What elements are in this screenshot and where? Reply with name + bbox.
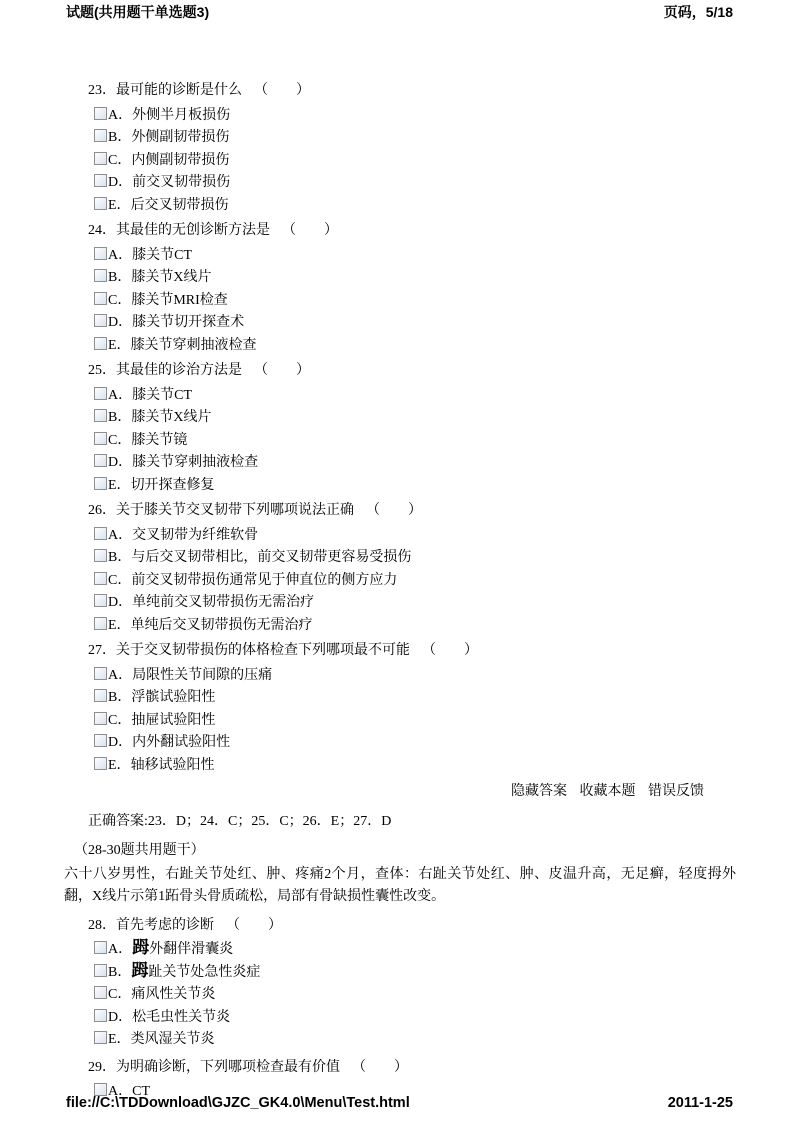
option-letter: C． — [108, 712, 132, 728]
question-25-option-d — [94, 451, 740, 474]
question-28-title — [88, 916, 740, 937]
option-letter: E． — [108, 477, 131, 493]
question-23 — [64, 81, 740, 216]
option-checkbox[interactable] — [94, 964, 107, 977]
option-checkbox[interactable] — [94, 292, 107, 305]
answer-blank-parentheses: （ ） — [254, 363, 310, 378]
option-text: 膝关节MRI检查 — [131, 292, 228, 308]
question-23-option-e — [94, 194, 740, 217]
option-text: 单纯后交叉韧带损伤无需治疗 — [130, 617, 313, 633]
footer-date: 2011-1-25 — [667, 1095, 733, 1111]
option-text: 膝关节X线片 — [131, 270, 212, 285]
question-number: 26． — [88, 503, 116, 518]
question-26-option-c — [94, 569, 740, 592]
option-text: 膝关节X线片 — [131, 410, 212, 425]
option-checkbox[interactable] — [94, 197, 107, 210]
question-number: 28． — [88, 917, 116, 933]
question-28-option-a — [94, 938, 740, 961]
option-checkbox[interactable] — [94, 269, 107, 282]
option-text: 单纯前交叉韧带损伤无需治疗 — [132, 595, 315, 610]
option-text: 前交叉韧带损伤 — [132, 175, 231, 190]
question-24 — [64, 221, 740, 356]
question-number: 27． — [88, 643, 116, 658]
option-text: 膝关节镜 — [131, 432, 188, 448]
option-letter: E． — [108, 617, 131, 633]
question-24-option-b — [94, 266, 740, 289]
question-28-option-b — [94, 961, 740, 984]
option-letter: A． — [108, 667, 133, 683]
option-special-glyph: 𧿹 — [132, 938, 150, 957]
answer-blank-parentheses: （ ） — [254, 83, 310, 98]
option-letter: D． — [108, 455, 133, 470]
option-checkbox[interactable] — [94, 689, 107, 702]
question-text: 关于交叉韧带损伤的体格检查下列哪项最不可能 — [116, 643, 410, 658]
option-text: 与后交叉韧带相比，前交叉韧带更容易受损伤 — [131, 550, 412, 565]
question-25-option-b — [94, 406, 740, 429]
question-23-option-d — [94, 171, 740, 194]
option-text: 浮髌试验阳性 — [131, 690, 216, 705]
question-27-option-e — [94, 754, 740, 777]
question-28 — [64, 916, 740, 1051]
option-text: 外侧副韧带损伤 — [131, 130, 230, 145]
question-23-option-b — [94, 126, 740, 149]
option-letter: D． — [108, 315, 133, 330]
option-letter: C． — [108, 152, 132, 168]
question-28-option-c — [94, 983, 740, 1006]
question-25-option-c — [94, 429, 740, 452]
option-checkbox[interactable] — [94, 152, 107, 165]
question-24-title — [88, 221, 740, 242]
question-27-option-c — [94, 709, 740, 732]
question-content — [64, 81, 740, 1103]
question-text: 关于膝关节交叉韧带下列哪项说法正确 — [116, 503, 354, 518]
option-letter: A． — [108, 387, 133, 403]
collect-question-link[interactable]: 收藏本题 — [579, 784, 636, 799]
option-text: 前交叉韧带损伤通常见于伸直位的侧方应力 — [131, 572, 398, 588]
option-checkbox[interactable] — [94, 757, 107, 770]
option-letter: D． — [108, 175, 133, 190]
option-text: 抽屉试验阳性 — [131, 712, 216, 728]
option-letter: B． — [108, 690, 132, 705]
question-text: 最可能的诊断是什么 — [116, 83, 242, 98]
option-letter: B． — [108, 550, 132, 565]
option-letter: C． — [108, 987, 132, 1002]
answer-blank-parentheses: （ ） — [366, 503, 422, 518]
question-24-option-d — [94, 311, 740, 334]
question-text: 首先考虑的诊断 — [116, 917, 214, 933]
option-letter: D． — [108, 735, 133, 750]
option-letter: B． — [108, 964, 132, 980]
footer-file-path: file://C:\TDDownload\GJZC_GK4.0\Menu\Test.html — [66, 1095, 410, 1111]
option-checkbox[interactable] — [94, 107, 107, 120]
option-text: 切开探查修复 — [130, 477, 215, 493]
question-23-option-a — [94, 104, 740, 127]
option-checkbox[interactable] — [94, 941, 107, 954]
answer-blank-parentheses: （ ） — [352, 1059, 408, 1075]
option-letter: B． — [108, 410, 132, 425]
option-checkbox[interactable] — [94, 527, 107, 540]
question-27-title — [88, 641, 740, 662]
question-27-option-b — [94, 686, 740, 709]
question-text: 为明确诊断，下列哪项检查最有价值 — [116, 1059, 340, 1075]
option-letter: B． — [108, 130, 132, 145]
option-checkbox[interactable] — [94, 314, 107, 327]
question-number: 29． — [88, 1059, 116, 1075]
question-25 — [64, 361, 740, 496]
option-letter: C． — [108, 572, 132, 588]
option-text: 膝关节CT — [132, 387, 193, 403]
option-letter: E． — [108, 337, 131, 353]
option-text: 交叉韧带为纤维软骨 — [132, 527, 259, 543]
question-26-option-e — [94, 614, 740, 637]
option-letter: A． — [108, 247, 133, 263]
option-text: CT — [132, 1084, 151, 1099]
option-text: 外翻伴滑囊炎 — [149, 942, 234, 957]
option-letter: A． — [108, 107, 133, 123]
option-letter: D． — [108, 1009, 133, 1025]
case-stem-paragraph: 六十八岁男性，右趾关节处红、肿、疼痛2个月，查体：右趾关节处红、肿、皮温升高，无足癣，轻度拇外翻，X线片示第1跖骨头骨质疏松，局部有骨缺损性囊性改变。 — [64, 866, 736, 904]
question-25-title — [88, 361, 740, 382]
option-checkbox[interactable] — [94, 174, 107, 187]
option-letter: D． — [108, 595, 133, 610]
question-27-option-d — [94, 731, 740, 754]
option-checkbox[interactable] — [94, 477, 107, 490]
option-text: 痛风性关节炎 — [131, 987, 216, 1002]
option-special-glyph: 𧿹 — [131, 960, 149, 980]
question-27-option-a — [94, 664, 740, 687]
option-text: 内外翻试验阳性 — [132, 735, 231, 750]
question-text: 其最佳的无创诊断方法是 — [116, 223, 270, 238]
option-checkbox[interactable] — [94, 1031, 107, 1044]
option-checkbox[interactable] — [94, 1009, 107, 1022]
option-text: 局限性关节间隙的压痛 — [132, 667, 273, 683]
option-text: 膝关节穿刺抽液检查 — [130, 337, 257, 353]
question-24-option-c — [94, 289, 740, 312]
question-27 — [64, 641, 740, 776]
question-number: 25． — [88, 363, 116, 378]
option-checkbox[interactable] — [94, 667, 107, 680]
option-checkbox[interactable] — [94, 734, 107, 747]
answer-blank-parentheses: （ ） — [282, 223, 338, 238]
question-28-option-d — [94, 1006, 740, 1029]
option-checkbox[interactable] — [94, 387, 107, 400]
option-letter: B． — [108, 270, 132, 285]
option-checkbox[interactable] — [94, 409, 107, 422]
answer-blank-parentheses: （ ） — [226, 917, 282, 933]
question-25-option-a — [94, 384, 740, 407]
question-23-title — [88, 81, 740, 102]
option-text: 趾关节处急性炎症 — [148, 964, 261, 980]
option-checkbox[interactable] — [94, 247, 107, 260]
option-checkbox[interactable] — [94, 129, 107, 142]
option-text: 内侧副韧带损伤 — [131, 152, 230, 168]
option-checkbox[interactable] — [94, 454, 107, 467]
option-letter: E． — [108, 757, 131, 773]
option-letter: E． — [108, 197, 131, 213]
option-checkbox[interactable] — [94, 712, 107, 725]
option-text: 轴移试验阳性 — [130, 757, 215, 773]
question-26-option-a — [94, 524, 740, 547]
option-checkbox[interactable] — [94, 432, 107, 445]
question-29-title — [88, 1058, 740, 1079]
option-letter: A． — [108, 942, 133, 957]
option-checkbox[interactable] — [94, 617, 107, 630]
option-letter: A． — [108, 527, 133, 543]
question-23-option-c — [94, 149, 740, 172]
question-25-option-e — [94, 474, 740, 497]
option-checkbox[interactable] — [94, 594, 107, 607]
error-feedback-link[interactable]: 错误反馈 — [648, 784, 704, 799]
question-26-title — [88, 501, 740, 522]
option-letter: C． — [108, 292, 132, 308]
option-letter: C． — [108, 432, 132, 448]
option-text: 类风湿关节炎 — [130, 1032, 215, 1047]
question-26 — [64, 501, 740, 636]
question-24-option-e — [94, 334, 740, 357]
option-text: 膝关节穿刺抽液检查 — [132, 455, 259, 470]
question-number: 24． — [88, 223, 116, 238]
option-letter: E． — [108, 1032, 131, 1047]
question-28-option-e — [94, 1028, 740, 1051]
question-actions — [64, 782, 740, 803]
question-26-option-b — [94, 546, 740, 569]
option-text: 膝关节CT — [132, 247, 193, 263]
answer-blank-parentheses: （ ） — [422, 643, 478, 658]
page-header — [66, 3, 733, 21]
option-text: 后交叉韧带损伤 — [130, 197, 229, 213]
page-footer — [66, 1094, 733, 1112]
hide-answer-link[interactable]: 隐藏答案 — [511, 784, 567, 799]
question-number: 23． — [88, 83, 116, 98]
correct-answer-line: 正确答案:23．D；24．C；25．C；26．E；27．D — [88, 813, 392, 829]
question-26-option-d — [94, 591, 740, 614]
option-text: 外侧半月板损伤 — [132, 107, 231, 123]
header-title: 试题(共用题干单选题3) — [66, 4, 210, 20]
option-text: 松毛虫性关节炎 — [132, 1009, 231, 1025]
header-page-number: 页码，5/18 — [663, 4, 733, 20]
option-checkbox[interactable] — [94, 986, 107, 999]
shared-stem-group-header: （28-30题共用题干） — [74, 843, 205, 858]
option-checkbox[interactable] — [94, 549, 107, 562]
option-checkbox[interactable] — [94, 572, 107, 585]
question-text: 其最佳的诊治方法是 — [116, 363, 242, 378]
option-checkbox[interactable] — [94, 337, 107, 350]
option-letter: A． — [108, 1084, 133, 1099]
question-24-option-a — [94, 244, 740, 267]
option-text: 膝关节切开探查术 — [132, 315, 245, 330]
